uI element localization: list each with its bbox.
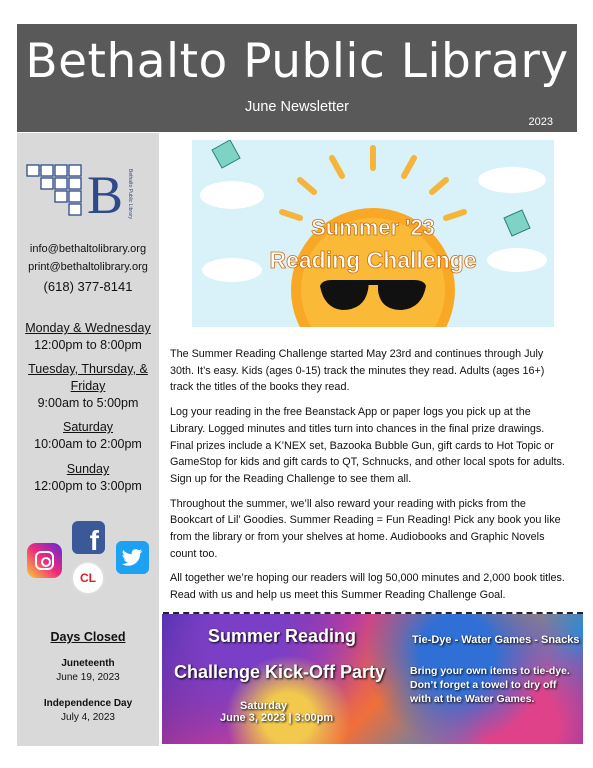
library-logo: [25, 163, 135, 219]
article-paragraph: Log your reading in the free Beanstack App or paper logs you pick up at the Library. Logged minutes and titles turn into chances in the final prize drawings. Final prizes include a K’NEX set, Bazooka Bubble Gun, gift cards to Hot Topic or GameStop for kids and gift cards to QT, Schnucks, and other local spots for adults. Sign up for the Reading Challenge to see them all.: [170, 406, 565, 485]
hours-time: 12:00pm to 3:00pm: [34, 479, 142, 493]
hours-days: Saturday: [62, 420, 114, 434]
banner-line-2: Reading Challenge: [269, 247, 477, 273]
email-print-link[interactable]: print@bethaltolibrary.org: [28, 261, 148, 273]
party-activities: Tie-Dye - Water Games - Snacks: [412, 634, 580, 646]
party-title-line-2: Challenge Kick-Off Party: [174, 662, 386, 682]
page-title: Bethalto Public Library: [25, 34, 569, 89]
hours-time: 12:00pm to 8:00pm: [34, 338, 142, 352]
sidebar: [17, 133, 159, 746]
instagram-icon[interactable]: [27, 543, 62, 578]
article-paragraph: The Summer Reading Challenge started May 23rd and continues through July 30th. It’s easy. Kids (ages 0-15) track the minutes they read. Adults (ages 16+) track the titles of the books they read.: [170, 348, 545, 394]
holiday-name: Independence Day: [43, 698, 133, 709]
article-body: [170, 346, 568, 612]
party-title-line-1: Summer Reading: [208, 626, 357, 646]
hours-days: Monday & Wednesday: [25, 321, 151, 335]
facebook-icon[interactable]: f: [72, 521, 105, 554]
newsletter-header: [17, 24, 577, 132]
logo-letter: B: [87, 165, 124, 219]
banner-line-1: Summer '23: [311, 215, 435, 240]
hours-block-4: [17, 461, 159, 495]
email-info-link[interactable]: info@bethaltolibrary.org: [29, 243, 147, 255]
holiday-item: [17, 697, 159, 725]
holiday-date: July 4, 2023: [61, 712, 115, 723]
holiday-item: [17, 657, 159, 685]
twitter-icon[interactable]: [116, 541, 149, 574]
hours-time: 9:00am to 5:00pm: [37, 396, 139, 410]
cloud-library-icon[interactable]: CL: [71, 561, 105, 595]
party-day: Saturday: [240, 700, 288, 712]
hours-block-1: [17, 320, 159, 354]
phone-number: (618) 377-8141: [43, 279, 133, 294]
hours-time: 10:00am to 2:00pm: [34, 437, 142, 451]
logo-text: Bethalto Public Library: [127, 169, 133, 219]
newsletter-year: 2023: [528, 116, 553, 128]
social-links: [27, 521, 152, 601]
hours-block-2: [17, 361, 159, 412]
summer-reading-banner: [192, 140, 554, 327]
days-closed-title: Days Closed: [50, 630, 126, 644]
hours-block-3: [17, 419, 159, 453]
kickoff-party-flyer: [162, 614, 583, 744]
article-paragraph: Throughout the summer, we’ll also reward your reading with picks from the Bookcart of Lil’ Goodies. Summer Reading = Fun Reading! Pick any book you like from the library or from your shelves at home. Audiobooks and Graphic Novels count too.: [170, 497, 561, 560]
holiday-name: Juneteenth: [61, 658, 115, 669]
article-paragraph: All together we’re hoping our readers will log 50,000 minutes and 2,000 book titles. Read with us and help us meet this Summer Reading Challenge Goal.: [170, 572, 565, 602]
party-note: Bring your own items to tie-dye. Don’t forget a towel to dry off with at the Water Games.: [410, 665, 570, 705]
newsletter-subtitle: June Newsletter: [245, 99, 349, 115]
hours-days: Sunday: [66, 462, 110, 476]
holiday-date: June 19, 2023: [56, 672, 120, 683]
party-datetime: June 3, 2023 | 3:00pm: [220, 712, 334, 724]
hours-days: Tuesday, Thursday, & Friday: [28, 362, 148, 393]
